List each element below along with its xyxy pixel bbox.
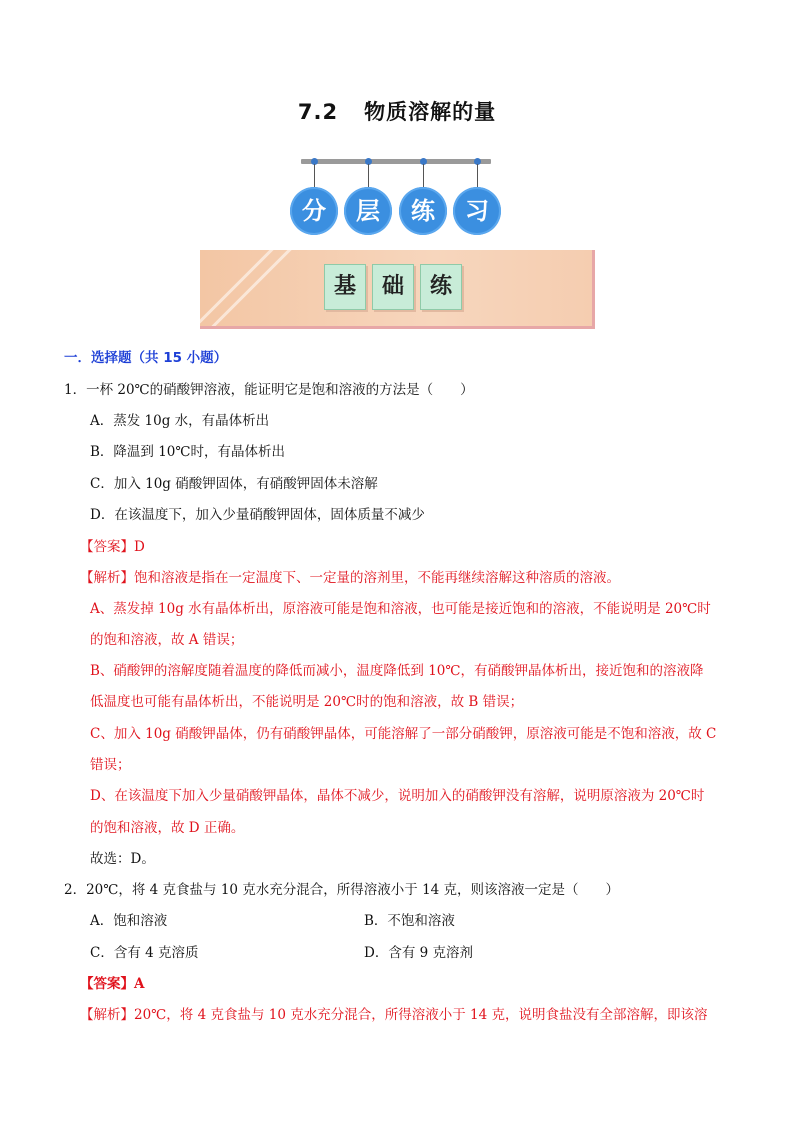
q1-stem: 1．一杯 20℃的硝酸钾溶液，能证明它是饱和溶液的方法是（ ） (64, 382, 474, 398)
basic-practice-banner (200, 250, 595, 329)
banner-char-box-1: 基 (324, 264, 366, 310)
q2-analysis-line: 【解析】20℃，将 4 克食盐与 10 克水充分混合，所得溶液小于 14 克，说明食盐没有全部溶解，即该溶 (80, 1007, 708, 1023)
q1-analysis-line: A、蒸发掉 10g 水有晶体析出，原溶液可能是饱和溶液，也可能是接近饱和的溶液，不能说明是 20℃时 (90, 601, 711, 617)
q1-option-b: B．降温到 10℃时，有晶体析出 (90, 444, 285, 460)
q2-option-b: B．不饱和溶液 (364, 913, 455, 929)
banner-char-box-2: 础 (372, 264, 414, 310)
layer-circle-3: 练 (399, 187, 447, 235)
banner-stripe (209, 250, 296, 329)
layered-practice-graphic (290, 155, 505, 235)
q2-option-d: D．含有 9 克溶剂 (364, 945, 473, 961)
q1-conclusion: 故选：D。 (90, 851, 155, 867)
banner-char-box-3: 练 (420, 264, 462, 310)
q1-answer: 【答案】D (80, 539, 145, 555)
layer-circle-2: 层 (344, 187, 392, 235)
title-text: 物质溶解的量 (364, 100, 497, 124)
q1-analysis-line: D、在该温度下加入少量硝酸钾晶体，晶体不减少，说明加入的硝酸钾没有溶解，说明原溶液为 20℃时 (90, 788, 705, 804)
q1-analysis-line: 的饱和溶液，故 A 错误； (90, 632, 244, 648)
q2-option-a: A．饱和溶液 (90, 913, 168, 929)
q2-answer: 【答案】A (80, 976, 145, 992)
layer-circle-1: 分 (290, 187, 338, 235)
q2-stem: 2．20℃，将 4 克食盐与 10 克水充分混合，所得溶液小于 14 克，则该溶液一定是（ ） (64, 882, 620, 898)
q1-analysis-line: C、加入 10g 硝酸钾晶体，仍有硝酸钾晶体，可能溶解了一部分硝酸钾，原溶液可能是不饱和溶液，故 C (90, 726, 717, 742)
q1-option-d: D．在该温度下，加入少量硝酸钾固体，固体质量不减少 (90, 507, 425, 523)
q1-analysis-line: B、硝酸钾的溶解度随着温度的降低而减小，温度降低到 10℃，有硝酸钾晶体析出，接近饱和的溶液降 (90, 663, 704, 679)
q1-option-a: A．蒸发 10g 水，有晶体析出 (90, 413, 270, 429)
banner-stripe (200, 250, 283, 325)
layer-circle-4: 习 (453, 187, 501, 235)
section-heading: 一．选择题（共 15 小题） (64, 350, 228, 366)
q1-analysis-line: 错误； (90, 757, 131, 773)
title-number: 7.2 (297, 100, 339, 124)
q1-analysis-line: 低温度也可能有晶体析出，不能说明是 20℃时的饱和溶液，故 B 错误； (90, 694, 524, 710)
page-title (0, 96, 794, 126)
q2-option-c: C．含有 4 克溶质 (90, 945, 199, 961)
q1-analysis-line: 的饱和溶液，故 D 正确。 (90, 820, 245, 836)
hanging-rail (301, 159, 491, 164)
q1-analysis-line: 【解析】饱和溶液是指在一定温度下、一定量的溶剂里，不能再继续溶解这种溶质的溶液。 (80, 570, 620, 586)
q1-option-c: C．加入 10g 硝酸钾固体，有硝酸钾固体未溶解 (90, 476, 378, 492)
